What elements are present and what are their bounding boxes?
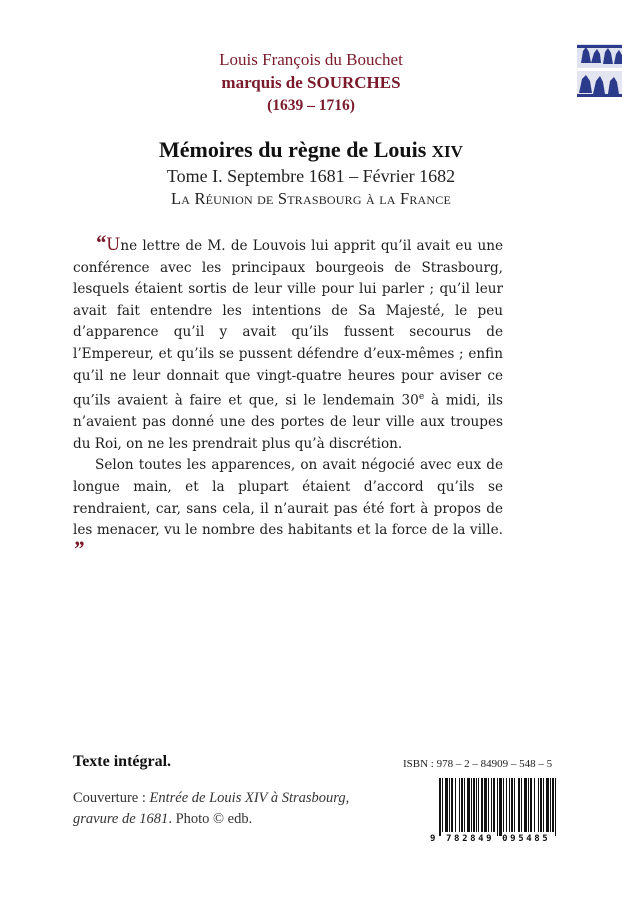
barcode-bar xyxy=(514,778,515,832)
barcode-bar xyxy=(493,778,495,832)
barcode-bar xyxy=(442,778,443,832)
barcode-digits: 9 782849 095485 xyxy=(430,834,551,844)
quote-paragraph-1-end: à midi, ils n’avaient pas donné une des portes de leur ville aux troupes du Roi, on ne les prendrait plus qu’à discrétion. xyxy=(73,392,503,452)
barcode-bar xyxy=(473,778,475,832)
barcode-bar xyxy=(550,778,551,832)
cover-credit xyxy=(73,788,373,830)
barcode-bar xyxy=(506,778,507,832)
cover-engraving: gravure de 1681 xyxy=(73,811,169,827)
barcode-bar xyxy=(478,778,479,832)
cover-title: Entrée de Louis XIV à Strasbourg, xyxy=(149,790,350,806)
barcode-bar xyxy=(471,778,472,832)
barcode-bar xyxy=(476,778,477,832)
barcode-bar xyxy=(455,778,456,832)
barcode-bar xyxy=(439,778,441,836)
barcode-bar xyxy=(509,778,510,832)
barcode-bar xyxy=(461,778,463,832)
open-quote-mark: “ xyxy=(95,230,106,255)
barcode-bar xyxy=(497,778,498,836)
barcode-bar xyxy=(445,778,448,832)
barcode-bar xyxy=(534,778,535,832)
barcode-bar xyxy=(518,778,520,832)
author-title: marquis de SOURCHES xyxy=(221,73,401,92)
quote-block xyxy=(73,230,503,563)
barcode-bar xyxy=(530,778,532,832)
engraving-thumbnail-icon xyxy=(577,43,622,99)
close-quote-mark: ” xyxy=(73,535,84,561)
author-name: Louis François du Bouchet xyxy=(219,50,403,69)
book-subtitle: Tome I. Septembre 1681 – Février 1682 xyxy=(166,166,456,186)
cover-photo: . Photo © edb. xyxy=(168,811,253,827)
quote-paragraph-1-text: ne lettre de M. de Louvois lui apprit qu’il avait eu une conférence avec les principaux bourgeois de Strasbourg, lesquels étaient sortis de leur ville pour lui parler ; qu’il leur avait fait entendre les intentions de Sa Majesté, le peu d’apparence qu’il y avait qu’ils fussent secourus de l’Empereur, et qu’ils se pussent défendre d’eux-mêmes ; enfin qu’il ne leur donnait que vingt-quatre heures pour aviser ce qu’ils avaient à faire et que, si le lendemain 30 xyxy=(73,238,503,409)
barcode-bar xyxy=(543,778,544,832)
quote-superscript: e xyxy=(418,392,425,403)
barcode-bar xyxy=(467,778,470,832)
integral-text-label: Texte intégral. xyxy=(73,753,172,770)
book-title-numeral: XIV xyxy=(431,142,463,161)
barcode-bar xyxy=(491,778,492,832)
barcode-bar xyxy=(503,778,504,832)
barcode-bar xyxy=(484,778,487,832)
quote-paragraph-2-text: Selon toutes les apparences, on avait négocié avec eux de longue main, et la plupart étaient d’accord qu’ils se rendraient, car, sans cela, il n’aurait pas été fort à propos de les menacer, vu le nombre des habitants et la force de la ville. xyxy=(73,457,503,539)
barcode-bar xyxy=(464,778,465,832)
author-dates: (1639 – 1716) xyxy=(267,97,355,114)
barcode-bar xyxy=(449,778,450,832)
barcode-bar xyxy=(528,778,529,832)
quote-paragraph-1 xyxy=(73,230,503,455)
barcode-bar xyxy=(546,778,549,832)
barcode-bar xyxy=(488,778,489,832)
barcode-bar xyxy=(552,778,554,832)
isbn: ISBN : 978 – 2 – 84909 – 548 – 5 xyxy=(403,758,553,770)
book-title xyxy=(0,137,622,163)
barcode-bar xyxy=(521,778,522,832)
barcode-bar xyxy=(540,778,542,832)
barcode-bar xyxy=(524,778,527,832)
barcode-icon xyxy=(438,778,558,836)
book-title-main: Mémoires du règne de Louis xyxy=(159,137,432,162)
cover-label: Couverture : xyxy=(73,790,150,806)
barcode-bar xyxy=(481,778,483,832)
barcode-bar xyxy=(451,778,453,832)
barcode-bar xyxy=(499,778,502,836)
book-subject: La Réunion de Strasbourg à la France xyxy=(170,189,452,208)
quote-first-letter: U xyxy=(106,235,121,255)
barcode-bar xyxy=(538,778,539,832)
barcode-bar xyxy=(511,778,513,832)
barcode-bar xyxy=(555,778,556,836)
quote-paragraph-2 xyxy=(73,455,503,563)
barcode-bar xyxy=(459,778,460,832)
